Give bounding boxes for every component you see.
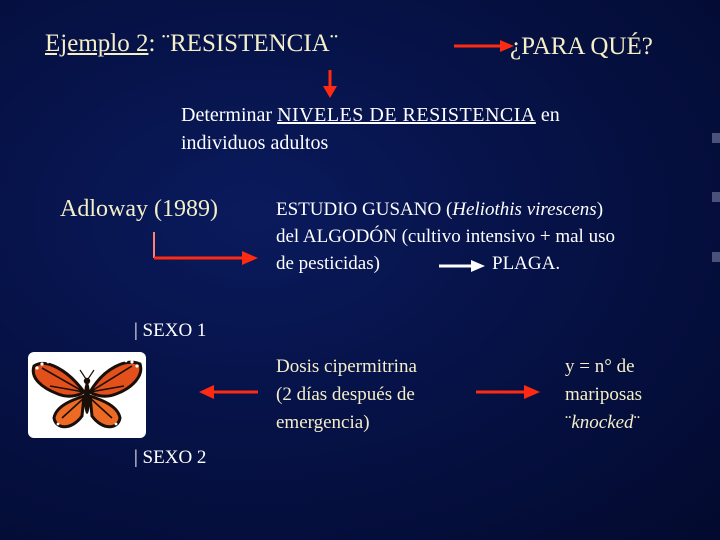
dose-line-3: emergencia) <box>276 412 370 433</box>
study-line-3-prefix: de pesticidas) <box>276 253 380 274</box>
butterfly-image <box>28 352 146 438</box>
study-line-3 <box>276 253 380 275</box>
objective-suffix: en <box>535 104 560 126</box>
study-suffix: ) <box>596 199 604 220</box>
arrow-l-right-icon <box>148 230 260 268</box>
result-line-1: y = n° de <box>565 356 635 377</box>
species-name: Heliothis virescens <box>452 199 597 220</box>
reference-author: Adloway (1989) <box>60 196 218 222</box>
slide-title <box>45 30 338 58</box>
topic-label: ¨RESISTENCIA¨ <box>161 30 339 57</box>
arrow-down-icon <box>318 68 342 100</box>
dose-line-1: Dosis cipermitrina <box>276 356 417 377</box>
objective-line-1 <box>181 104 560 127</box>
arrow-left-icon <box>196 383 262 401</box>
sexo-1-label: | SEXO 1 <box>134 320 207 341</box>
example-label: Ejemplo 2 <box>45 30 149 57</box>
study-line-1 <box>276 199 603 221</box>
slide-edge-marker <box>712 192 720 202</box>
question-label: ¿PARA QUÉ? <box>510 33 653 60</box>
result-quote-close: ¨ <box>633 412 640 433</box>
monarch-butterfly-icon <box>28 352 146 438</box>
objective-line-2: individuos adultos <box>181 132 329 154</box>
sexo-2-label: | SEXO 2 <box>134 447 207 468</box>
title-colon: : <box>148 30 156 57</box>
objective-highlight: NIVELES DE RESISTENCIA <box>277 104 536 126</box>
study-prefix: ESTUDIO GUSANO ( <box>276 199 453 220</box>
study-result: PLAGA. <box>492 253 561 274</box>
result-knocked: knocked <box>571 412 634 433</box>
slide-edge-marker <box>712 133 720 143</box>
arrow-right-small-icon <box>437 259 487 273</box>
result-line-2: mariposas <box>565 384 643 405</box>
study-line-2: del ALGODÓN (cultivo intensivo + mal uso <box>276 226 615 247</box>
result-quote-open: ¨ <box>565 412 572 433</box>
dose-line-2: (2 días después de <box>276 384 415 405</box>
arrow-right-icon <box>452 38 518 54</box>
objective-prefix: Determinar <box>181 104 278 126</box>
arrow-right-icon <box>474 383 544 401</box>
result-line-3 <box>565 412 640 434</box>
slide-edge-marker <box>712 252 720 262</box>
